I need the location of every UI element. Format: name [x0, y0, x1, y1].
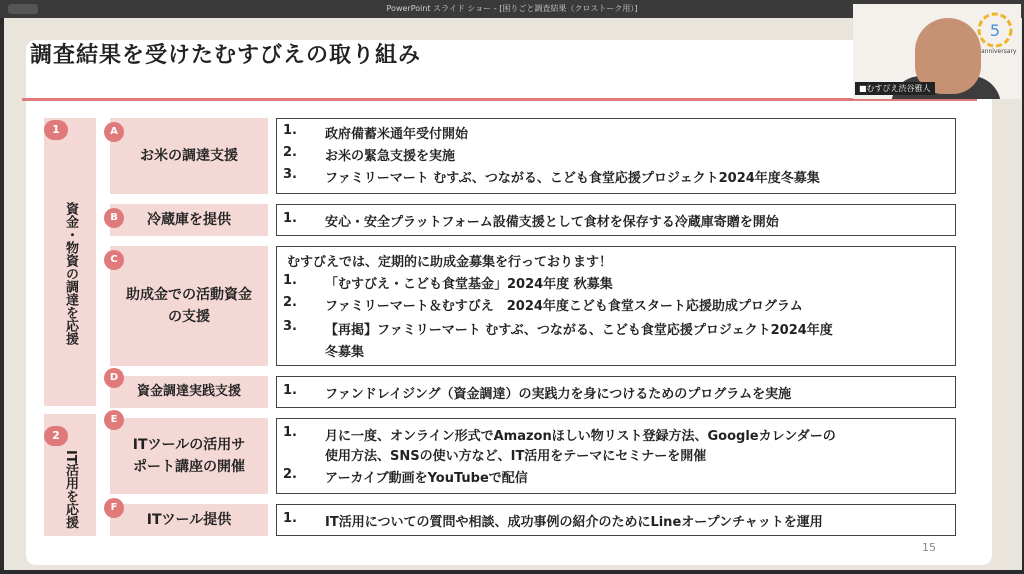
category-a-label: お米の調達支援	[140, 148, 238, 164]
webcam-overlay[interactable]	[853, 4, 1021, 99]
window-title: PowerPoint スライド ショー - [困りごと調査結果（クロストーク用）]	[386, 4, 638, 13]
category-b	[110, 204, 268, 236]
letter-c-badge: C	[104, 250, 124, 270]
letter-b-badge: B	[104, 208, 124, 228]
anniversary-text: anniversary	[981, 48, 1017, 55]
content-box-b: 1. 安心・安全プラットフォーム設備支援として食材を保存する冷蔵庫寄贈を開始	[276, 204, 956, 236]
category-f-label: ITツール提供	[146, 512, 232, 528]
content-box-e: 1. 月に一度、オンライン形式でAmazonほしい物リスト登録方法、Googleカレンダーの 使用方法、SNSの使い方など、IT活用をテーマにセミナーを開催 2. アーカイブ動画をYouTubeで配信	[276, 418, 956, 494]
window-menu-button[interactable]	[8, 4, 38, 14]
letter-e-badge: E	[104, 410, 124, 430]
slide-title: 調査結果を受けたむすびえの取り組み	[30, 43, 422, 68]
letter-d-badge: D	[104, 368, 124, 388]
list-item-continuation: 冬募集	[325, 345, 365, 360]
title-underline	[22, 98, 977, 101]
category-a	[110, 118, 268, 194]
category-c	[110, 246, 268, 366]
content-box-f: 1. IT活用についての質問や相談、成功事例の紹介のためにLineオープンチャットを運用	[276, 504, 956, 536]
presenter-name-tag: ■むすびえ渋谷雅人	[855, 82, 935, 95]
page-number: 15	[922, 541, 936, 554]
content-box-a: 1. 政府備蓄米通年受付開始 2. お米の緊急支援を実施 3. ファミリーマート むすぶ、つながる、こども食堂応援プロジェクト2024年度冬募集	[276, 118, 956, 194]
category-d	[110, 376, 268, 408]
anniversary-number: 5	[989, 21, 1001, 40]
content-box-d: 1. ファンドレイジング（資金調達）の実践力を身につけるためのプログラムを実施	[276, 376, 956, 408]
group-label-1: 資金・物資の調達を応援	[63, 201, 78, 345]
letter-a-badge: A	[104, 122, 124, 142]
box-c-intro: むすびえでは、定期的に助成金募集を行っております！	[287, 255, 613, 270]
category-f	[110, 504, 268, 536]
group-number-1: 1	[44, 120, 68, 140]
category-e-label: ITツールの活用サポート講座の開催	[132, 437, 246, 475]
category-c-label: 助成金での活動資金の支援	[126, 287, 252, 325]
letter-f-badge: F	[104, 498, 124, 518]
category-e	[110, 418, 268, 494]
category-d-label: 資金調達実践支援	[136, 384, 241, 399]
group-label-2: IT活用を応援	[63, 449, 78, 529]
list-item-continuation: 使用方法、SNSの使い方など、IT活用をテーマにセミナーを開催	[325, 449, 707, 464]
anniversary-logo-icon	[975, 10, 1015, 50]
group-number-2: 2	[44, 426, 68, 446]
content-box-c: むすびえでは、定期的に助成金募集を行っております！ 1. 「むすびえ・こども食堂基金」2024年度 秋募集 2. ファミリーマート＆むすびえ 2024年度こども食堂スタート応援助成プログラム 3. 【再掲】ファミリーマート むすぶ、つながる、こども食堂応援プロジェクト2024年度 冬募集	[276, 246, 956, 366]
category-b-label: 冷蔵庫を提供	[147, 212, 231, 228]
